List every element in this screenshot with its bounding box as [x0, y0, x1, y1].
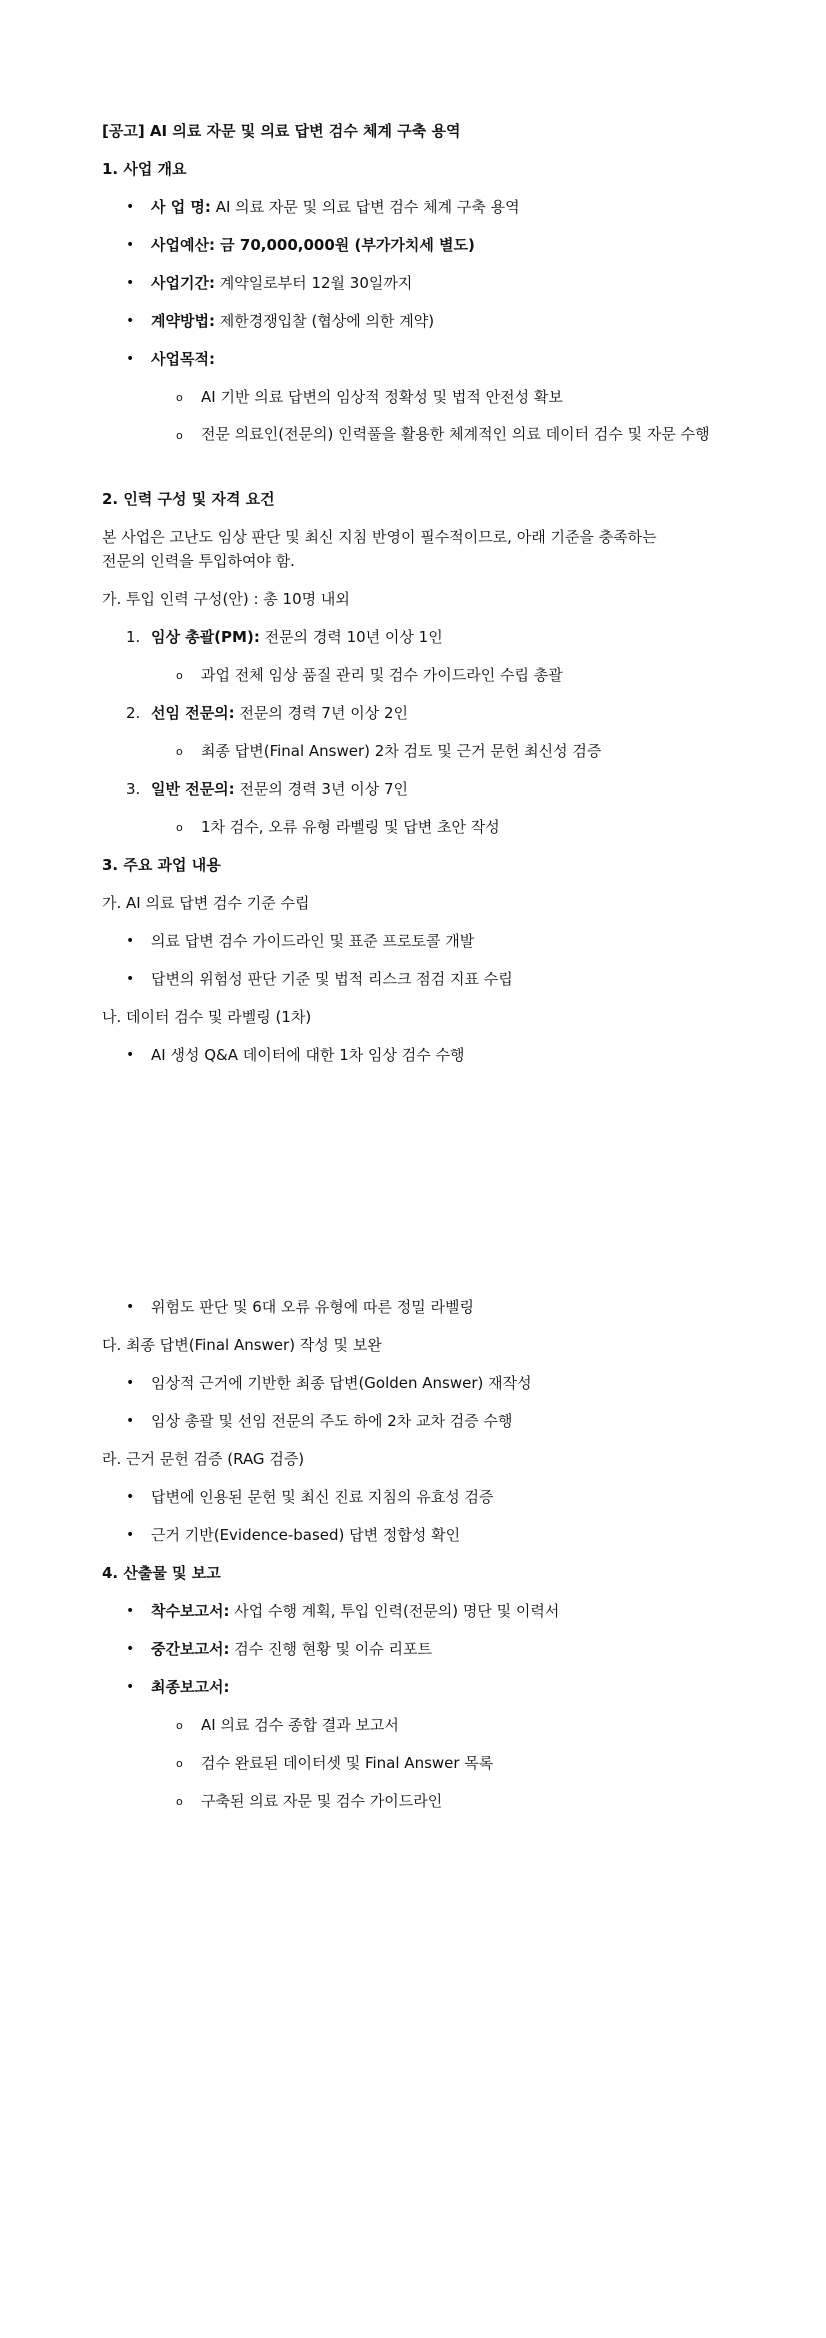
bullet-icon: •	[126, 1413, 135, 1429]
deliverable-interim-report: 중간보고서: 검수 진행 현황 및 이슈 리포트	[151, 1640, 432, 1658]
list-number: 3.	[126, 780, 141, 798]
document-title: [공고] AI 의료 자문 및 의료 답변 검수 체계 구축 용역	[102, 122, 461, 140]
sub-bullet-icon: o	[176, 669, 183, 682]
role-senior-specialist: 선임 전문의: 전문의 경력 7년 이상 2인	[151, 704, 409, 722]
task-item: 답변의 위험성 판단 기준 및 법적 리스크 점검 지표 수립	[151, 970, 513, 988]
bullet-icon: •	[126, 933, 135, 949]
bullet-icon: •	[126, 1299, 135, 1315]
bullet-icon: •	[126, 1527, 135, 1543]
task-item: 임상 총괄 및 선임 전문의 주도 하에 2차 교차 검증 수행	[151, 1412, 513, 1430]
overview-budget: 사업예산: 금 70,000,000원 (부가가치세 별도)	[151, 236, 475, 254]
task-item: 위험도 판단 및 6대 오류 유형에 따른 정밀 라벨링	[151, 1298, 474, 1316]
final-report-item: 검수 완료된 데이터셋 및 Final Answer 목록	[201, 1754, 494, 1772]
section-1-heading: 1. 사업 개요	[102, 160, 187, 178]
section-4-heading: 4. 산출물 및 보고	[102, 1564, 221, 1582]
overview-period: 사업기간: 계약일로부터 12월 30일까지	[151, 274, 413, 292]
bullet-icon: •	[126, 1489, 135, 1505]
bullet-icon: •	[126, 1375, 135, 1391]
final-report-item: 구축된 의료 자문 및 검수 가이드라인	[201, 1792, 443, 1810]
role-clinical-pm: 임상 총괄(PM): 전문의 경력 10년 이상 1인	[151, 628, 443, 646]
sub-bullet-icon: o	[176, 1719, 183, 1732]
task-item: 의료 답변 검수 가이드라인 및 표준 프로토콜 개발	[151, 932, 475, 950]
role-general-specialist: 일반 전문의: 전문의 경력 3년 이상 7인	[151, 780, 409, 798]
sub-bullet-icon: o	[176, 391, 183, 404]
list-number: 2.	[126, 704, 141, 722]
task-b-title: 나. 데이터 검수 및 라벨링 (1차)	[102, 1008, 312, 1026]
section-2-intro-line-2: 전문의 인력을 투입하여야 함.	[102, 552, 295, 570]
bullet-icon: •	[126, 237, 135, 253]
sub-bullet-icon: o	[176, 429, 183, 442]
deliverable-kickoff-report: 착수보고서: 사업 수행 계획, 투입 인력(전문의) 명단 및 이력서	[151, 1602, 560, 1620]
sub-bullet-icon: o	[176, 745, 183, 758]
bullet-icon: •	[126, 1047, 135, 1063]
task-c-title: 다. 최종 답변(Final Answer) 작성 및 보완	[102, 1336, 382, 1354]
task-item: 근거 기반(Evidence-based) 답변 정합성 확인	[151, 1526, 461, 1544]
task-a-title: 가. AI 의료 답변 검수 기준 수립	[102, 894, 310, 912]
purpose-item: 전문 의료인(전문의) 인력풀을 활용한 체계적인 의료 데이터 검수 및 자문 수행	[201, 425, 710, 443]
overview-purpose: 사업목적:	[151, 350, 215, 368]
role-duty: 1차 검수, 오류 유형 라벨링 및 답변 초안 작성	[201, 818, 500, 836]
staffing-subheading: 가. 투입 인력 구성(안) : 총 10명 내외	[102, 590, 350, 608]
task-item: 임상적 근거에 기반한 최종 답변(Golden Answer) 재작성	[151, 1374, 532, 1392]
bullet-icon: •	[126, 1641, 135, 1657]
section-3-heading: 3. 주요 과업 내용	[102, 856, 221, 874]
role-duty: 과업 전체 임상 품질 관리 및 검수 가이드라인 수립 총괄	[201, 666, 563, 684]
bullet-icon: •	[126, 313, 135, 329]
overview-project-name: 사 업 명: AI 의료 자문 및 의료 답변 검수 체계 구축 용역	[151, 198, 520, 216]
sub-bullet-icon: o	[176, 821, 183, 834]
bullet-icon: •	[126, 1679, 135, 1695]
task-d-title: 라. 근거 문헌 검증 (RAG 검증)	[102, 1450, 305, 1468]
deliverable-final-report: 최종보고서:	[151, 1678, 230, 1696]
bullet-icon: •	[126, 971, 135, 987]
bullet-icon: •	[126, 351, 135, 367]
task-item: 답변에 인용된 문헌 및 최신 진료 지침의 유효성 검증	[151, 1488, 494, 1506]
purpose-item: AI 기반 의료 답변의 임상적 정확성 및 법적 안전성 확보	[201, 388, 563, 406]
section-2-intro-line-1: 본 사업은 고난도 임상 판단 및 최신 지침 반영이 필수적이므로, 아래 기준을 충족하는	[102, 528, 657, 546]
section-2-heading: 2. 인력 구성 및 자격 요건	[102, 490, 275, 508]
sub-bullet-icon: o	[176, 1795, 183, 1808]
bullet-icon: •	[126, 1603, 135, 1619]
task-item: AI 생성 Q&A 데이터에 대한 1차 임상 검수 수행	[151, 1046, 465, 1064]
overview-contract-method: 계약방법: 제한경쟁입찰 (협상에 의한 계약)	[151, 312, 435, 330]
bullet-icon: •	[126, 199, 135, 215]
role-duty: 최종 답변(Final Answer) 2차 검토 및 근거 문헌 최신성 검증	[201, 742, 602, 760]
sub-bullet-icon: o	[176, 1757, 183, 1770]
final-report-item: AI 의료 검수 종합 결과 보고서	[201, 1716, 399, 1734]
bullet-icon: •	[126, 275, 135, 291]
list-number: 1.	[126, 628, 141, 646]
